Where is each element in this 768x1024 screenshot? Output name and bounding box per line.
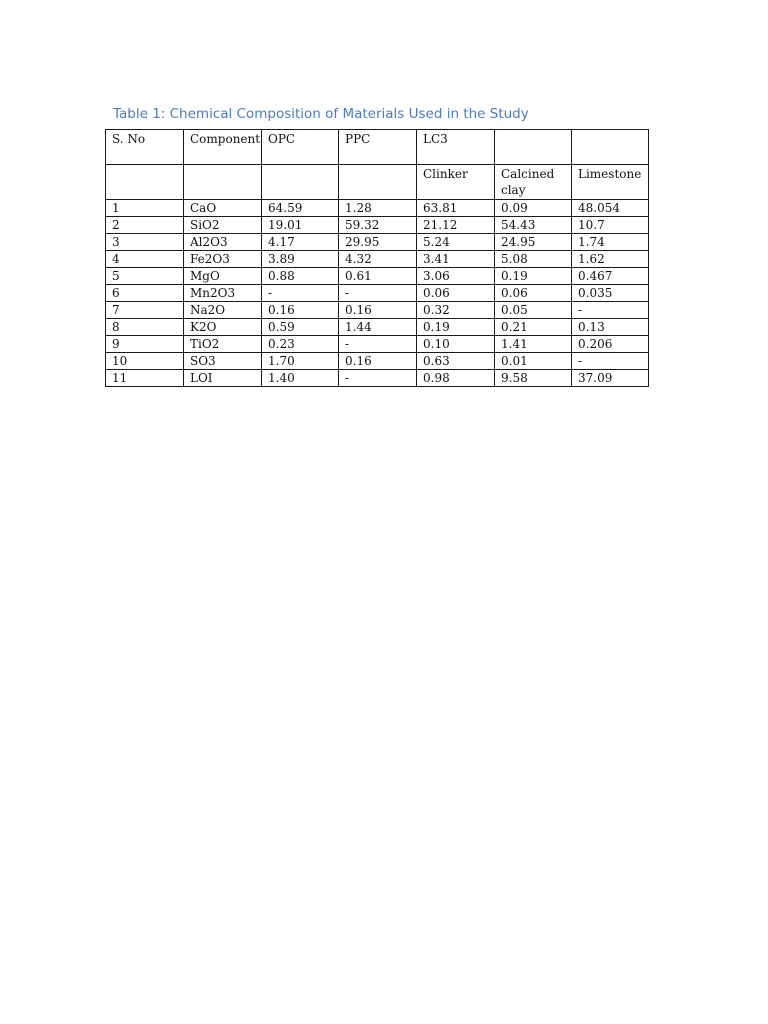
header-cell: [495, 130, 572, 165]
table-row: [106, 234, 649, 251]
table-cell: 1.44: [339, 319, 417, 336]
table-cell: Na2O: [184, 302, 262, 319]
table-cell: SO3: [184, 353, 262, 370]
table-subheader-row: [106, 165, 649, 200]
table-row: [106, 302, 649, 319]
table-row: [106, 217, 649, 234]
table-cell: TiO2: [184, 336, 262, 353]
table-cell: 37.09: [572, 370, 649, 387]
subheader-cell: [262, 165, 339, 200]
table-cell: 0.09: [495, 200, 572, 217]
table-cell: 5: [106, 268, 184, 285]
table-cell: 3.41: [417, 251, 495, 268]
table-cell: 1.40: [262, 370, 339, 387]
table-cell: MgO: [184, 268, 262, 285]
table-cell: -: [339, 336, 417, 353]
table-cell: 8: [106, 319, 184, 336]
table-cell: K2O: [184, 319, 262, 336]
table-cell: 10: [106, 353, 184, 370]
table-cell: 63.81: [417, 200, 495, 217]
table-cell: 0.19: [495, 268, 572, 285]
table-cell: 10.7: [572, 217, 649, 234]
subheader-cell: Clinker: [417, 165, 495, 200]
subheader-cell: [184, 165, 262, 200]
table-cell: Fe2O3: [184, 251, 262, 268]
table-cell: 0.21: [495, 319, 572, 336]
table-cell: 4.32: [339, 251, 417, 268]
table-cell: LOI: [184, 370, 262, 387]
table-cell: 0.206: [572, 336, 649, 353]
table-cell: -: [339, 285, 417, 302]
table-row: [106, 370, 649, 387]
composition-table: [105, 129, 649, 387]
table-cell: 9: [106, 336, 184, 353]
table-cell: Al2O3: [184, 234, 262, 251]
table-cell: 1.28: [339, 200, 417, 217]
table-header-row: [106, 130, 649, 165]
table-cell: 24.95: [495, 234, 572, 251]
table-cell: 0.98: [417, 370, 495, 387]
table-cell: 0.63: [417, 353, 495, 370]
table-cell: 4.17: [262, 234, 339, 251]
table-cell: -: [262, 285, 339, 302]
table-cell: 4: [106, 251, 184, 268]
table-cell: 0.19: [417, 319, 495, 336]
table-row: [106, 319, 649, 336]
table-cell: 19.01: [262, 217, 339, 234]
table-cell: 0.13: [572, 319, 649, 336]
table-row: [106, 353, 649, 370]
table-cell: 0.59: [262, 319, 339, 336]
table-cell: 2: [106, 217, 184, 234]
subheader-cell: [339, 165, 417, 200]
table-cell: Mn2O3: [184, 285, 262, 302]
table-cell: 0.32: [417, 302, 495, 319]
table-cell: 21.12: [417, 217, 495, 234]
table-cell: 0.06: [495, 285, 572, 302]
table-cell: 6: [106, 285, 184, 302]
table-caption: Table 1: Chemical Composition of Materials Used in the Study: [113, 106, 529, 122]
table-body: [106, 200, 649, 387]
table-cell: SiO2: [184, 217, 262, 234]
table-cell: 1: [106, 200, 184, 217]
table-cell: 0.16: [339, 302, 417, 319]
table-cell: 5.24: [417, 234, 495, 251]
table-cell: -: [572, 353, 649, 370]
table-cell: 59.32: [339, 217, 417, 234]
table-cell: 7: [106, 302, 184, 319]
header-cell: PPC: [339, 130, 417, 165]
table-cell: 0.05: [495, 302, 572, 319]
subheader-cell: [106, 165, 184, 200]
table-cell: 9.58: [495, 370, 572, 387]
table-cell: -: [572, 302, 649, 319]
header-cell: Component: [184, 130, 262, 165]
table-row: [106, 251, 649, 268]
header-cell: LC3: [417, 130, 495, 165]
subheader-cell: Calcined clay: [495, 165, 572, 200]
table-cell: 64.59: [262, 200, 339, 217]
table-row: [106, 336, 649, 353]
table-cell: 0.23: [262, 336, 339, 353]
table-cell: 3.06: [417, 268, 495, 285]
table-cell: 0.16: [339, 353, 417, 370]
table-cell: -: [339, 370, 417, 387]
table-cell: 5.08: [495, 251, 572, 268]
table-cell: 3: [106, 234, 184, 251]
table-row: [106, 285, 649, 302]
table-cell: 0.01: [495, 353, 572, 370]
table-row: [106, 200, 649, 217]
table-cell: 1.70: [262, 353, 339, 370]
header-cell: S. No: [106, 130, 184, 165]
table-cell: 29.95: [339, 234, 417, 251]
table-cell: 3.89: [262, 251, 339, 268]
header-cell: [572, 130, 649, 165]
table-cell: 54.43: [495, 217, 572, 234]
table-row: [106, 268, 649, 285]
table-cell: 0.88: [262, 268, 339, 285]
table-cell: 0.61: [339, 268, 417, 285]
header-cell: OPC: [262, 130, 339, 165]
table-cell: 11: [106, 370, 184, 387]
table-cell: CaO: [184, 200, 262, 217]
table-cell: 1.41: [495, 336, 572, 353]
table-cell: 48.054: [572, 200, 649, 217]
subheader-cell: Limestone: [572, 165, 649, 200]
table-cell: 0.467: [572, 268, 649, 285]
table-cell: 1.74: [572, 234, 649, 251]
table-cell: 0.16: [262, 302, 339, 319]
table-cell: 0.10: [417, 336, 495, 353]
table-cell: 1.62: [572, 251, 649, 268]
table-cell: 0.035: [572, 285, 649, 302]
table-cell: 0.06: [417, 285, 495, 302]
